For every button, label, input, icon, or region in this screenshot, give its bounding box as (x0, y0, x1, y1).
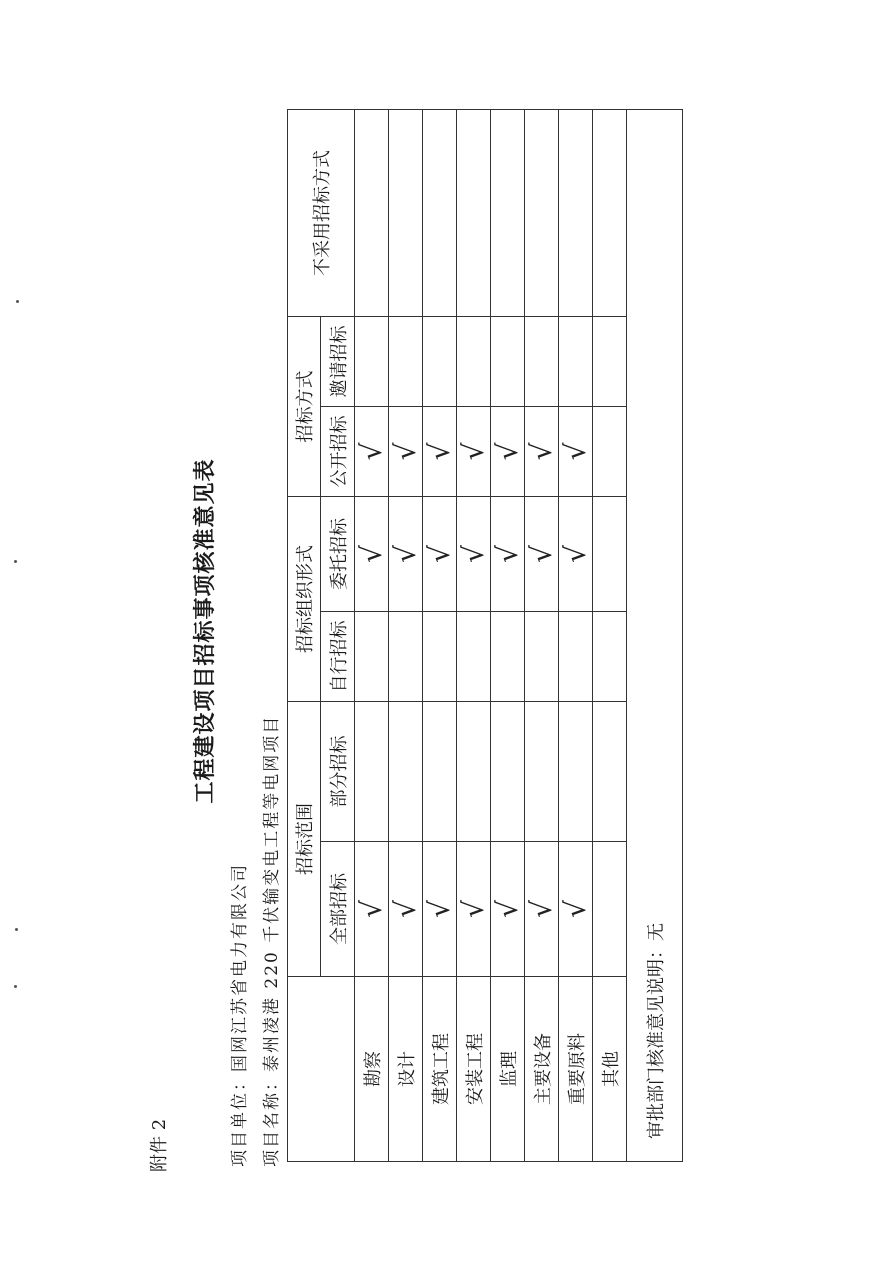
check-cell (491, 702, 525, 842)
check-cell (559, 612, 593, 702)
check-cell: √ (423, 407, 457, 497)
check-cell (355, 110, 389, 317)
check-cell (491, 110, 525, 317)
check-cell (423, 702, 457, 842)
check-cell (355, 612, 389, 702)
subheader-entrusted: 委托招标 (321, 497, 355, 612)
check-cell (593, 842, 627, 977)
check-cell (593, 110, 627, 317)
check-cell: √ (389, 407, 423, 497)
subheader-full: 全部招标 (321, 842, 355, 977)
approval-note: 审批部门核准意见说明：无 (627, 110, 683, 1162)
check-cell: √ (559, 497, 593, 612)
check-cell (559, 702, 593, 842)
header-scope: 招标范围 (288, 702, 321, 977)
row-label: 建筑工程 (423, 977, 457, 1162)
attachment-label: 附件 2 (149, 1118, 170, 1172)
check-cell (355, 317, 389, 407)
check-cell (525, 110, 559, 317)
header-organization: 招标组织形式 (288, 497, 321, 702)
row-label: 主要设备 (525, 977, 559, 1162)
check-cell: √ (559, 842, 593, 977)
subheader-self: 自行招标 (321, 612, 355, 702)
check-cell: √ (389, 497, 423, 612)
row-label: 重要原料 (559, 977, 593, 1162)
check-cell: √ (491, 407, 525, 497)
check-cell: √ (525, 842, 559, 977)
table-row (457, 110, 491, 1162)
check-cell: √ (389, 842, 423, 977)
check-cell: √ (491, 497, 525, 612)
row-label: 其他 (593, 977, 627, 1162)
table-row (423, 110, 457, 1162)
table-row (355, 110, 389, 1162)
check-cell (593, 407, 627, 497)
check-cell (593, 317, 627, 407)
check-cell (423, 612, 457, 702)
check-cell (525, 702, 559, 842)
table-row (491, 110, 525, 1162)
project-name: 项目名称：泰州凌港 220 千伏输变电工程等电网项目 (262, 714, 282, 1167)
check-cell (389, 317, 423, 407)
check-cell: √ (423, 842, 457, 977)
note-row (627, 110, 683, 1162)
check-cell (355, 702, 389, 842)
check-cell (389, 110, 423, 317)
check-cell (423, 110, 457, 317)
check-cell (389, 612, 423, 702)
check-cell: √ (355, 407, 389, 497)
table-row (389, 110, 423, 1162)
table-row (593, 110, 627, 1162)
check-cell (491, 317, 525, 407)
check-cell: √ (457, 497, 491, 612)
check-cell (457, 612, 491, 702)
header-method: 招标方式 (288, 317, 321, 497)
check-cell: √ (457, 842, 491, 977)
check-cell (593, 497, 627, 612)
corner-cell (288, 977, 355, 1162)
check-cell (457, 110, 491, 317)
check-cell: √ (525, 407, 559, 497)
check-cell (389, 702, 423, 842)
check-cell (491, 612, 525, 702)
check-cell: √ (491, 842, 525, 977)
table-row (525, 110, 559, 1162)
row-label: 监理 (491, 977, 525, 1162)
check-cell: √ (457, 407, 491, 497)
row-label: 安装工程 (457, 977, 491, 1162)
project-unit: 项目单位：国网江苏省电力有限公司 (230, 863, 250, 1167)
subheader-partial: 部分招标 (321, 702, 355, 842)
check-cell: √ (525, 497, 559, 612)
check-cell (559, 317, 593, 407)
row-label: 勘察 (355, 977, 389, 1162)
check-cell (593, 702, 627, 842)
check-cell: √ (355, 842, 389, 977)
check-cell (525, 317, 559, 407)
table-row (559, 110, 593, 1162)
row-label: 设计 (389, 977, 423, 1162)
subheader-open: 公开招标 (321, 407, 355, 497)
header-no-bidding: 不采用招标方式 (288, 110, 355, 317)
check-cell (457, 317, 491, 407)
check-cell (559, 110, 593, 317)
check-cell: √ (559, 407, 593, 497)
check-cell (423, 317, 457, 407)
approval-table (287, 109, 683, 1162)
check-cell: √ (423, 497, 457, 612)
check-cell (457, 702, 491, 842)
subheader-invited: 邀请招标 (321, 317, 355, 407)
check-cell (525, 612, 559, 702)
check-cell (593, 612, 627, 702)
form-title: 工程建设项目招标事项核准意见表 (193, 458, 218, 804)
check-cell: √ (355, 497, 389, 612)
